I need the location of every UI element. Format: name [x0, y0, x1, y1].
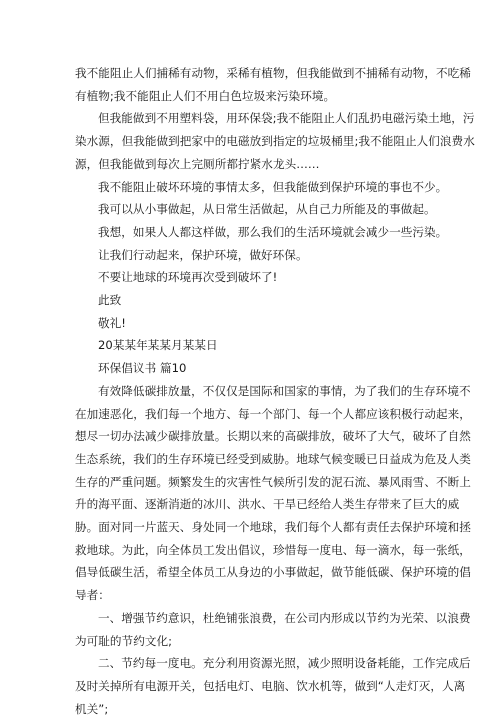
- text-line: 源，但我能做到每次上完厕所都拧紧水龙头……: [75, 156, 320, 171]
- text-line: 为可耻的节约文化;: [75, 633, 173, 648]
- text-line: 救地球。为此，向全体员工发出倡议，珍惜每一度电、每一滴水，每一张纸，: [75, 542, 471, 557]
- text-line: 有植物;我不能阻止人们不用白色垃圾来污染环境。: [75, 88, 336, 103]
- text-line: 不要让地球的环境再次受到破坏了!: [98, 270, 278, 285]
- text-line: 但我能做到不用塑料袋，用环保袋;我不能阻止人们乱扔电磁污染土地，污: [98, 111, 475, 126]
- text-line: 及时关掉所有电源开关，包括电灯、电脑、饮水机等，做到“人走灯灭，人离: [75, 678, 466, 693]
- text-line: 我可以从小事做起，从日常生活做起，从自己力所能及的事做起。: [98, 202, 436, 217]
- text-line: 胁。面对同一片蓝天、身处同一个地球，我们每个人都有责任去保护环境和拯: [75, 520, 471, 535]
- text-line: 倡导低碳生活，希望全体员工从身边的小事做起，做节能低碳、保护环境的倡: [75, 565, 471, 580]
- text-line: 有效降低碳排放量，不仅仅是国际和国家的事情，为了我们的生存环境不: [98, 383, 471, 398]
- text-line: 升的海平面、逐渐消逝的冰川、洪水、干旱已经给人类生存带来了巨大的威: [75, 497, 460, 512]
- text-line: 让我们行动起来，保护环境，做好环保。: [98, 247, 308, 262]
- text-line: 染水源，但我能做到把家中的电磁放到指定的垃圾桶里;我不能阻止人们浪费水: [75, 134, 475, 149]
- text-line: 敬礼!: [98, 315, 126, 330]
- text-line: 生存的严重问题。频繁发生的灾害性气候所引发的泥石流、暴风雨雪、不断上: [75, 474, 471, 489]
- text-line: 想尽一切办法减少碳排放量。长期以来的高碳排放，破坏了大气，破坏了自然: [75, 429, 471, 444]
- text-line: 生态系统，我们的生存环境已经受到威胁。地球气候变暖已日益成为危及人类: [75, 451, 471, 466]
- text-line: 20某某年某某月某某日: [98, 338, 218, 353]
- text-line: 我不能阻止破坏环境的事情太多，但我能做到保护环境的事也不少。: [98, 179, 448, 194]
- text-line: 二、节约每一度电。充分利用资源光照，减少照明设备耗能，工作完成后: [98, 656, 471, 671]
- text-line: 此致: [98, 293, 122, 308]
- text-line: 环保倡议书 篇10: [98, 361, 187, 376]
- text-line: 导者：: [75, 588, 110, 603]
- text-line: 我不能阻止人们捕稀有动物，采稀有植物，但我能做到不捕稀有动物，不吃稀: [75, 66, 471, 80]
- text-line: 一、增强节约意识，杜绝铺张浪费，在公司内形成以节约为光荣、以浪费: [98, 610, 471, 625]
- text-line: 机关”;: [75, 701, 109, 716]
- document-body: [75, 62, 475, 720]
- text-line: 在加速恶化，我们每一个地方、每一个部门、每一个人都应该积极行动起来，: [75, 406, 471, 421]
- text-line: 我想，如果人人都这样做，那么我们的生活环境就会减少一些污染。: [98, 224, 448, 239]
